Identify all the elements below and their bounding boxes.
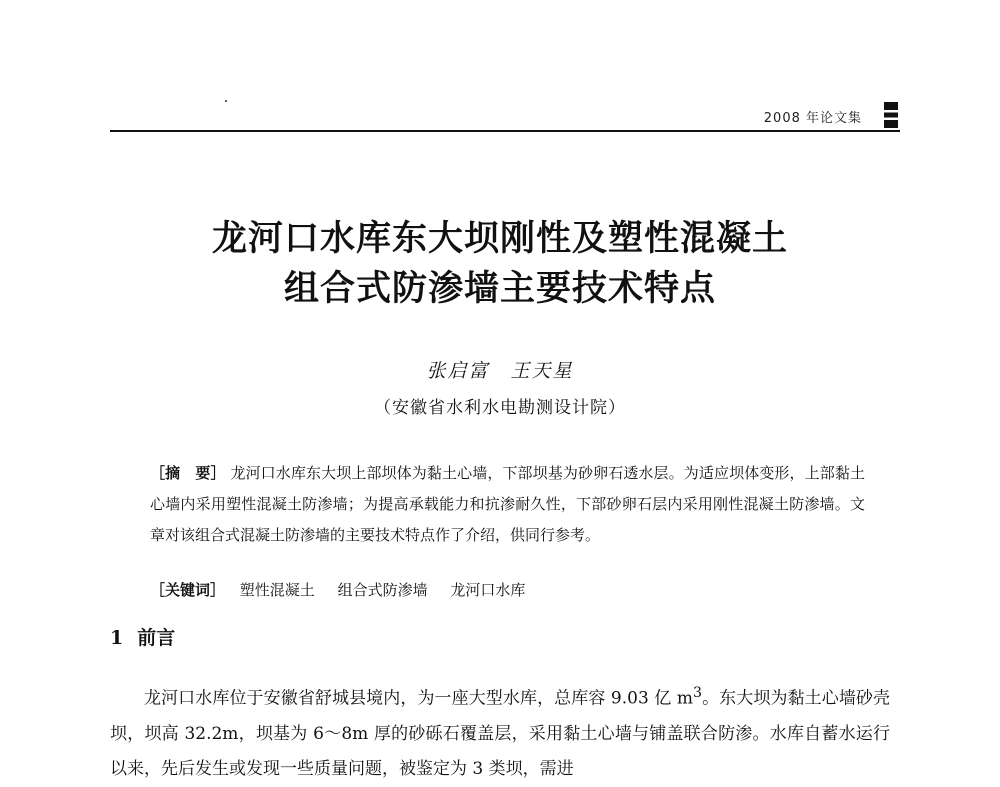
keywords-label: ［关键词］ [150,581,226,599]
abstract-text: 龙河口水库东大坝上部坝体为黏土心墙，下部坝基为砂卵石透水层。为适应坝体变形，上部黏土心墙内采用塑性混凝土防渗墙；为提高承载能力和抗渗耐久性，下部砂卵石层内采用刚性混凝土防渗墙。文章对该组合式混凝土防渗墙的主要技术特点作了介绍，供同行参考。 [150,464,865,544]
section-title: 前言 [137,627,176,649]
keyword: 塑性混凝土 [239,581,315,599]
running-header [110,100,900,132]
page-edge-mark-icon [884,102,898,128]
title-line-2: 组合式防渗墙主要技术特点 [283,268,716,309]
keyword: 组合式防渗墙 [337,581,428,599]
paper-title [100,214,900,314]
affiliation: （安徽省水利水电勘测设计院） [374,398,626,418]
superscript-unit: 3 [692,685,702,701]
abstract [150,458,865,551]
body-paragraph [110,676,890,787]
section-heading [110,623,175,650]
abstract-label: ［摘 要］ [150,464,226,482]
authors: 张启富 王天星 [426,360,574,382]
keyword: 龙河口水库 [450,581,526,599]
section-number: 1 [110,627,124,649]
running-head-label: 2008 年论文集 [763,111,862,126]
paragraph-text-end: 。东大坝为黏土心墙砂壳坝，坝高 32.2m，坝基为 6～8m 厚的砂砾石覆盖层，采用黏土心墙与铺盖联合防渗。水库自蓄水运行以来，先后发生或发现一些质量问题，被鉴定为 3 类坝，需进 [110,688,890,779]
keywords [150,578,865,602]
title-line-1: 龙河口水库东大坝刚性及塑性混凝土 [211,218,788,259]
paragraph-text-start: 龙河口水库位于安徽省舒城县境内，为一座大型水库，总库容 9.03 亿 m [144,688,693,709]
